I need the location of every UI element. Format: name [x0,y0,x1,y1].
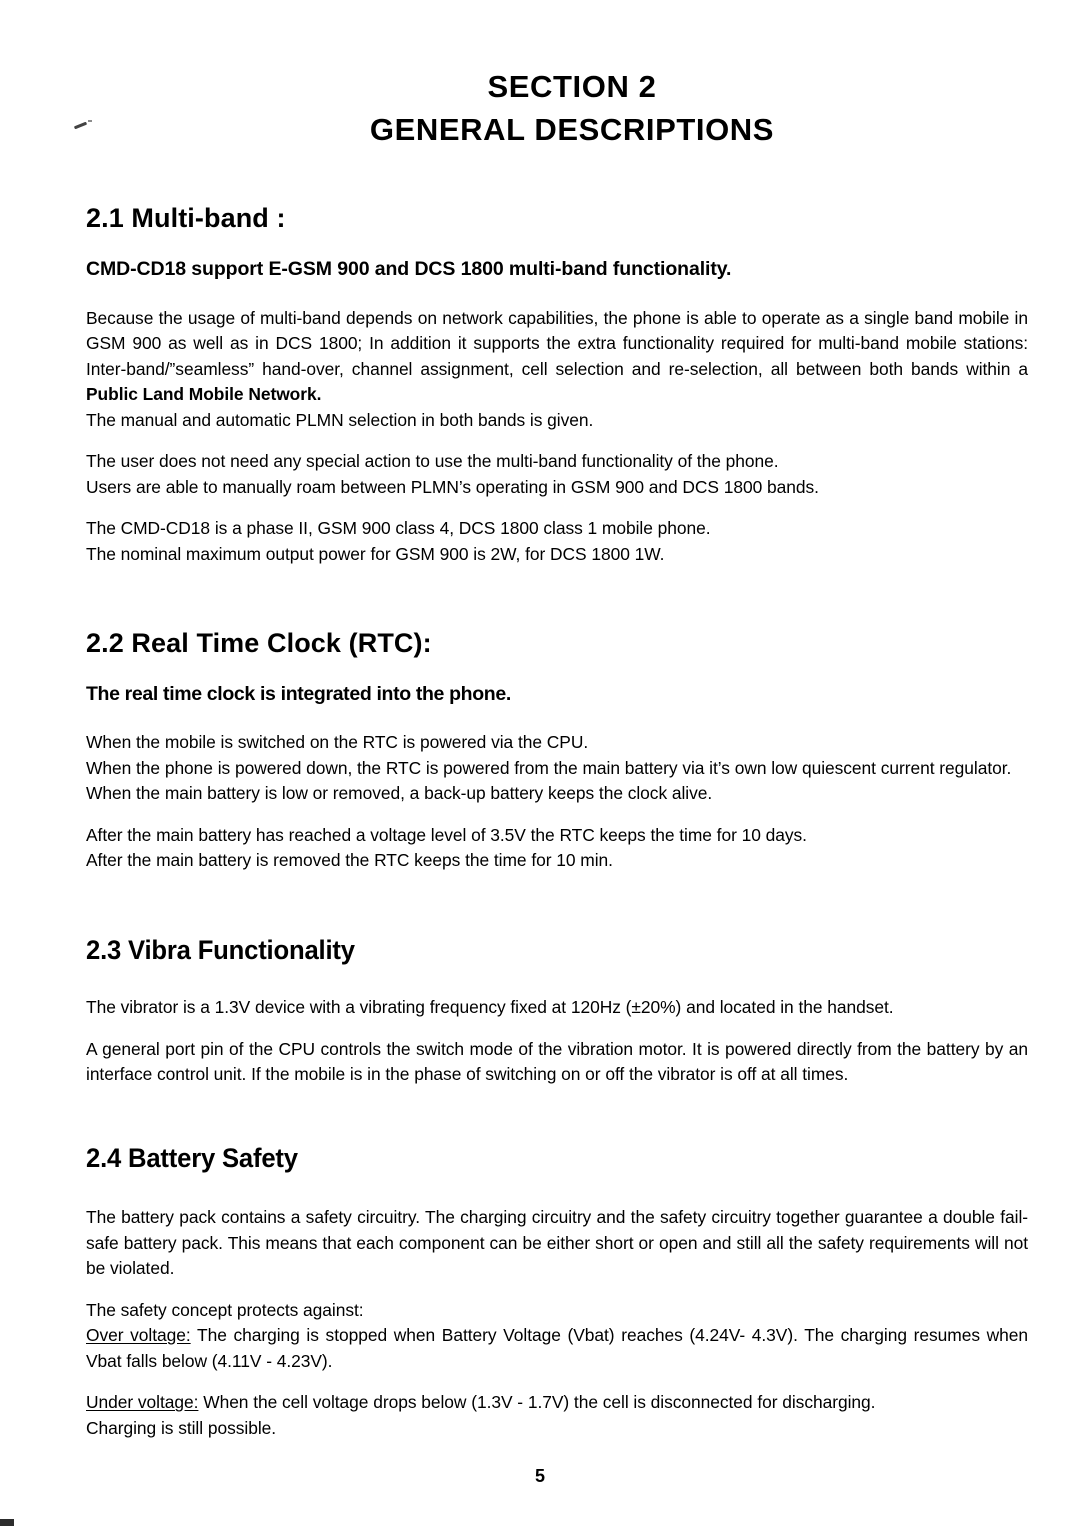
paragraph-multiband-overview [86,306,1028,408]
under-voltage-term: Under voltage: [86,1392,199,1413]
paragraph-rtc-switched-on: When the mobile is switched on the RTC is powered via the CPU. [86,732,589,753]
under-voltage-description: When the cell voltage drops below (1.3V - 1.7V) the cell is disconnected for discharging. [198,1392,876,1413]
page-number: 5 [534,1466,545,1486]
paragraph-plmn-selection: The manual and automatic PLMN selection in both bands is given. [86,409,594,430]
scan-artifact-corner [0,1519,14,1526]
paragraph-charging-still-possible: Charging is still possible. [86,1417,277,1438]
paragraph-rtc-10-min: After the main battery is removed the RTC keeps the time for 10 min. [86,850,613,871]
document-title-line1: SECTION 2 [487,69,657,104]
paragraph-rtc-backup-battery: When the main battery is low or removed, a back-up battery keeps the clock alive. [86,783,713,804]
section-heading-2-2: 2.2 Real Time Clock (RTC): [86,628,432,659]
section-heading-2-1: 2.1 Multi-band : [86,203,286,234]
sub-heading-2-1: CMD-CD18 support E-GSM 900 and DCS 1800 multi-band functionality. [86,258,732,281]
paragraph-output-power-line2: The nominal maximum output power for GSM 900 is 2W, for DCS 1800 1W. [86,543,665,564]
over-voltage-term: Over voltage: [86,1325,191,1346]
paragraph-over-voltage [86,1323,1028,1374]
paragraph-rtc-10-days: After the main battery has reached a voltage level of 3.5V the RTC keeps the time for 10 days. [86,824,807,845]
section-heading-2-3: 2.3 Vibra Functionality [86,934,355,965]
paragraph-text-run: Because the usage of multi-band depends on network capabilities, the phone is able to operate as a single band mobile in GSM 900 as well as in DCS 1800; In addition it supports the extra functionality required for multi-band mobile stations: Inter-band/”seamless” hand-over, channel assignment, cell selection and re-selection, all between both bands within a [86,307,1028,379]
paragraph-user-action-line2: Users are able to manually roam between PLMN’s operating in GSM 900 and DCS 1800 bands. [86,476,819,497]
over-voltage-description: The charging is stopped when Battery Voltage (Vbat) reaches (4.24V- 4.3V). The charging resumes when Vbat falls below (4.11V - 4.23V). [86,1325,1028,1371]
paragraph-vibration-motor-control: A general port pin of the CPU controls the switch mode of the vibration motor. It is powered directly from the battery by an interface control unit. If the mobile is in the phase of switching on or off the vibrator is off at all times. [86,1038,1028,1085]
plmn-expansion: Public Land Mobile Network. [86,384,322,405]
paragraph-rtc-powered-down: When the phone is powered down, the RTC is powered from the main battery via it’s own low quiescent current regulator. [86,757,1012,778]
paragraph-battery-pack-safety: The battery pack contains a safety circuitry. The charging circuitry and the safety circuitry together guarantee a double fail-safe battery pack. This means that each component can be either short or open and still all the safety requirements will not be violated. [86,1207,1028,1279]
paragraph-vibrator-spec: The vibrator is a 1.3V device with a vibrating frequency fixed at 120Hz (±20%) and located in the handset. [86,997,894,1018]
document-title-line2: GENERAL DESCRIPTIONS [369,112,775,148]
document-title [156,66,988,150]
sub-heading-2-2: The real time clock is integrated into the phone. [86,682,511,705]
paragraph-phase-class-line1: The CMD-CD18 is a phase II, GSM 900 class 4, DCS 1800 class 1 mobile phone. [86,518,711,539]
paragraph-under-voltage [86,1390,1028,1416]
page-content [86,0,1028,1441]
paragraph-user-action-line1: The user does not need any special action to use the multi-band functionality of the phone. [86,451,779,472]
section-heading-2-4: 2.4 Battery Safety [86,1142,298,1173]
paragraph-safety-concept-intro: The safety concept protects against: [86,1299,364,1320]
